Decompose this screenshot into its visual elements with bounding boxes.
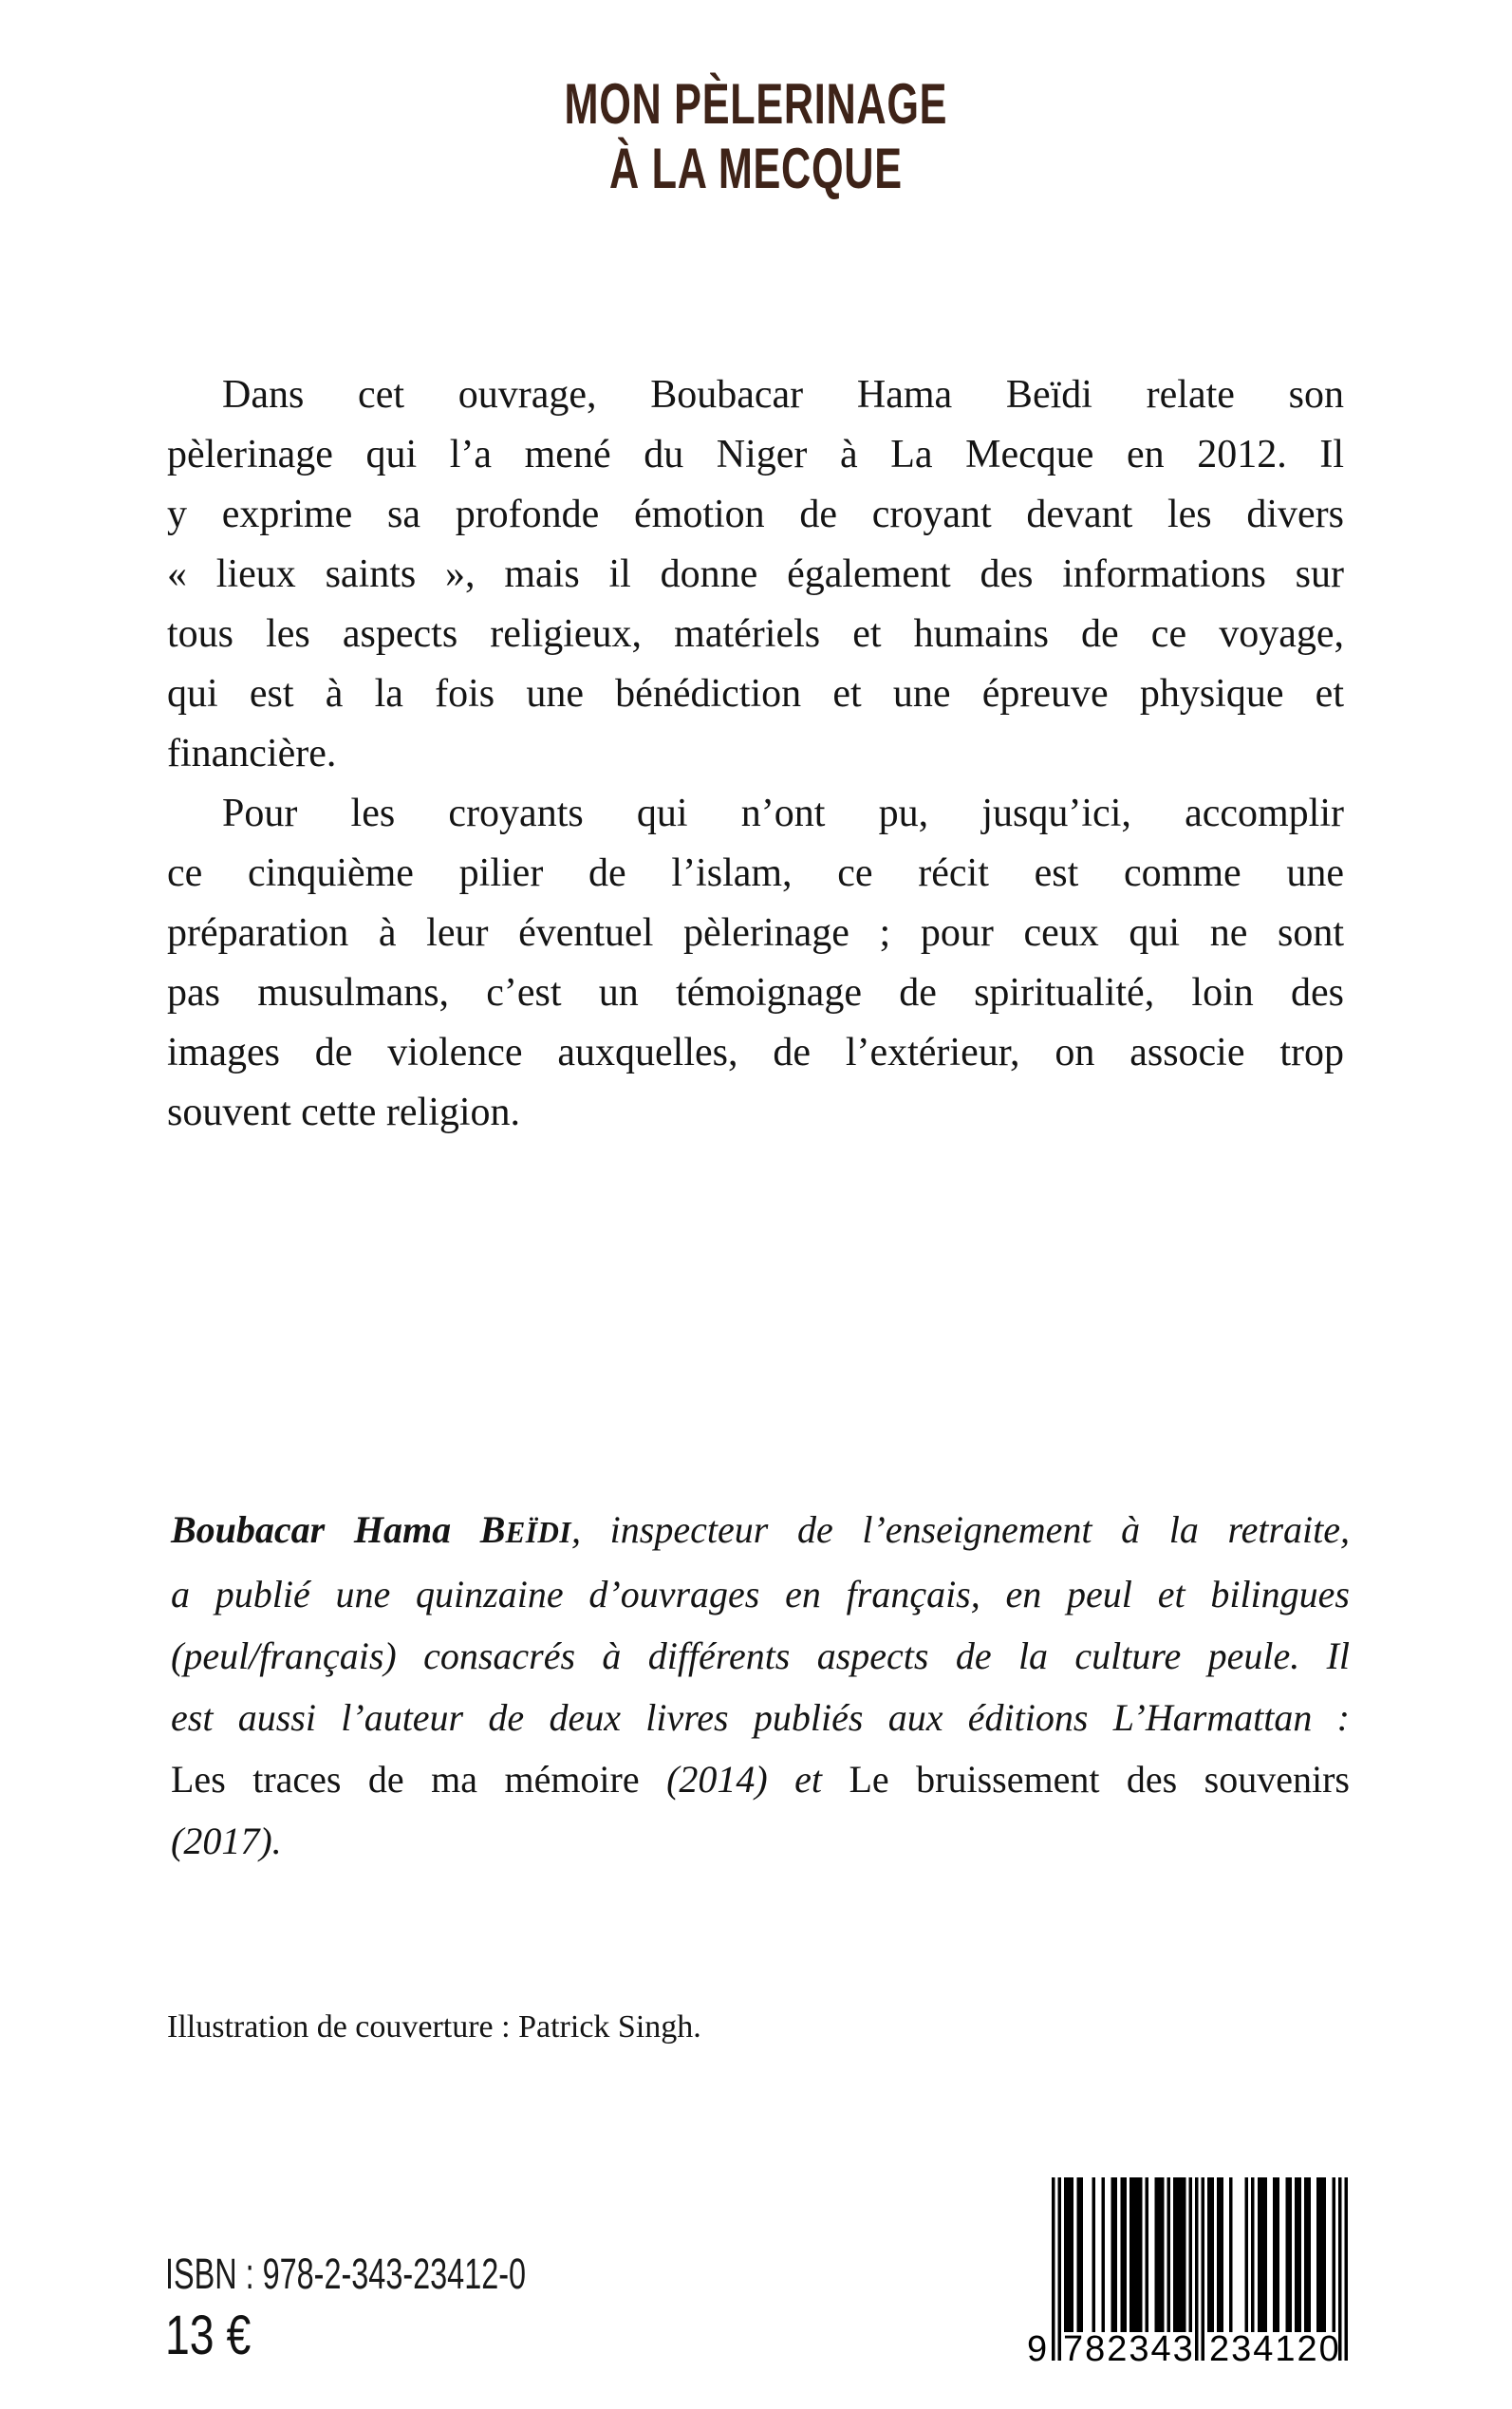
bio-segment: Le bruissement des souvenirs (849, 1758, 1350, 1801)
ean13-barcode (1027, 2177, 1354, 2377)
bio-segment: a publié une quinzaine d’ouvrages en français, en peul et bilingues (171, 1573, 1350, 1615)
bio-segment: (peul/français) consacrés à différents aspects de la culture peule. Il (171, 1634, 1350, 1677)
synopsis-line: y exprime sa profonde émotion de croyant devant les divers (167, 493, 1344, 536)
synopsis-line: qui est à la fois une bénédiction et une épreuve physique et (167, 672, 1344, 716)
synopsis-line: Dans cet ouvrage, Boubacar Hama Beïdi relate son (222, 373, 1344, 417)
bio-line (171, 1748, 1350, 1810)
price-label: 13 € (165, 2305, 252, 2366)
synopsis-line: pèlerinage qui l’a mené du Niger à La Mecque en 2012. Il (167, 433, 1344, 476)
synopsis (167, 365, 1344, 1143)
author-bio (171, 1499, 1350, 1872)
bio-segment: EÏDI (505, 1516, 572, 1549)
synopsis-line: préparation à leur éventuel pèlerinage ; pour ceux qui ne sont (167, 911, 1344, 955)
synopsis-line: ce cinquième pilier de l’islam, ce récit est comme une (167, 851, 1344, 895)
book-title-line-1: MON PÈLERINAGE (564, 72, 948, 136)
synopsis-line: « lieux saints », mais il donne également des informations sur (167, 552, 1344, 596)
bio-segment: Les traces de ma mémoire (171, 1758, 667, 1801)
synopsis-line: images de violence auxquelles, de l’extérieur, on associe trop (167, 1031, 1344, 1074)
bio-line (171, 1563, 1350, 1625)
barcode-digits-left-group: 782343 (1063, 2329, 1195, 2369)
bio-segment: est aussi l’auteur de deux livres publiés aux éditions L’Harmattan : (171, 1696, 1350, 1739)
bio-line (171, 1499, 1350, 1563)
synopsis-line: tous les aspects religieux, matériels et humains de ce voyage, (167, 612, 1344, 656)
book-title (0, 72, 1512, 201)
bio-line (171, 1810, 1350, 1872)
bio-segment: , inspecteur de l’enseignement à la retraite, (571, 1508, 1350, 1551)
bio-line (171, 1625, 1350, 1687)
synopsis-line: financière. (167, 732, 337, 775)
isbn-label: ISBN : 978-2-343-23412-0 (165, 2250, 527, 2298)
book-title-line-2: À LA MECQUE (609, 137, 903, 200)
barcode-digits-right-group: 234120 (1209, 2329, 1341, 2369)
bio-line (171, 1687, 1350, 1748)
bio-segment: (2014) et (666, 1758, 849, 1801)
bio-segment: (2017). (171, 1820, 282, 1862)
synopsis-line: souvent cette religion. (167, 1091, 521, 1134)
bio-segment: Boubacar Hama B (171, 1508, 506, 1551)
synopsis-line: pas musulmans, c’est un témoignage de spiritualité, loin des (167, 971, 1344, 1015)
synopsis-line: Pour les croyants qui n’ont pu, jusqu’ici, accomplir (222, 792, 1344, 835)
cover-illustration-credit: Illustration de couverture : Patrick Singh. (167, 2009, 701, 2045)
barcode-digit-first: 9 (1027, 2329, 1048, 2369)
